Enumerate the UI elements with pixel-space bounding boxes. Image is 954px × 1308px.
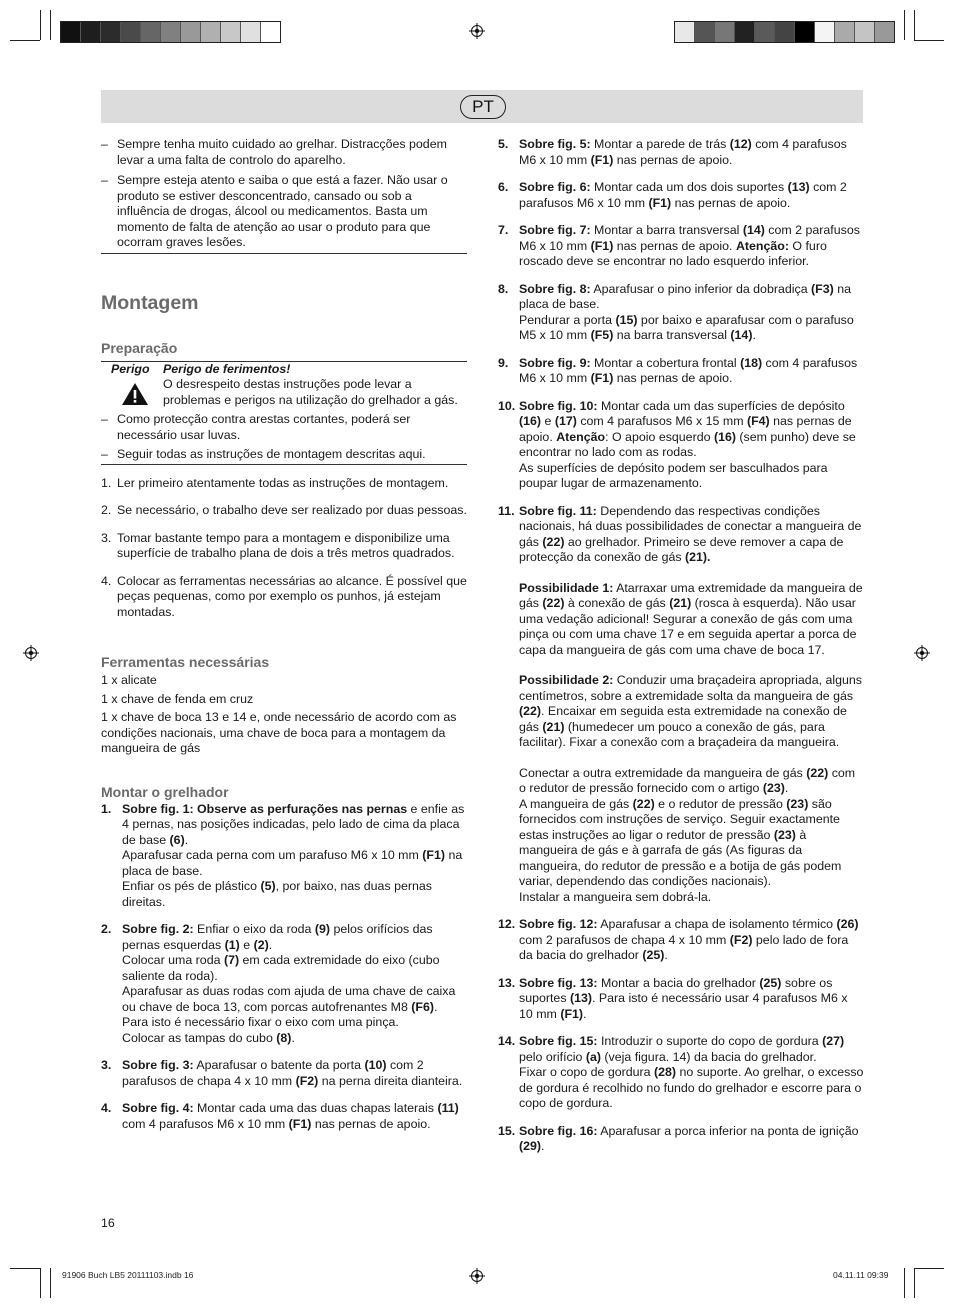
grayscale-calibration-bar — [60, 21, 281, 43]
list-item: 7. Sobre fig. 7: Montar a barra transversal (14) com 2 parafusos M6 x 10 mm (F1) nas pernas de apoio. Atenção: O furo roscado deve se encontrar no lado esquerdo inferior. — [498, 223, 860, 268]
list-item: 5. Sobre fig. 5: Montar a parede de trás (12) com 4 parafusos M6 x 10 mm (F1) nas pernas de apoio. — [498, 137, 847, 167]
footer-date: 04.11.11 09:39 — [833, 1270, 889, 1280]
crop-mark — [10, 1268, 40, 1269]
list-item: 11. Sobre fig. 11: Dependendo das respectivas condições nacionais, há duas possibilidades de conectar a mangueira de gás (22) ao grelhador. Primeiro se deve remover a capa de protecção da conexão de gás (21). Possibilidade 1: Atarraxar uma extremidade da mangueira de gás (22) à conexão de gás (21) (rosca à esquerda). Não usar uma vedação adicional! Segurar a conexão de gás com uma pinça ou com uma chave 17 e em seguida apertar a porca de capa da mangueira de gás com uma chave de boca 17. Possibilidade 2: Conduzir uma braçadeira apropriada, alguns centímetros, sobre a extremidade solta da mangueira de gás (22). Encaixar em seguida esta extremidade na conexão de gás (21) (humedecer um pouco a conexão de gás, para facilitar). Fixar a conexão com a braçadeira da mangueira. Conectar a outra extremidade da mangueira de gás (22) com o redutor de pressão fornecido com o artigo (23). A mangueira de gás (22) e o redutor de pressão (23) são fornecidos com instruções de serviço. Seguir exactamente estas instruções ao ligar o redutor de pressão (23) à mangueira de gás e à garrafa de gás (As figuras da mangueira, do redutor de pressão e a botija de gás podem variar, dependendo das condições nacionais). Instalar a mangueira sem dobrá-la. — [498, 503, 863, 904]
left-column — [101, 137, 467, 1132]
crop-mark — [914, 1268, 944, 1269]
grayscale-calibration-bar — [674, 21, 895, 43]
list-item: 10. Sobre fig. 10: Montar cada um das superfícies de depósito (16) e (17) com 4 parafusos M6 x 15 mm (F4) nas pernas de apoio. Atenção: O apoio esquerdo (16) (sem punho) deve se encontrar no lado com as rodas. As superfícies de depósito podem ser basculhados para poupar lugar de armazenamento. — [498, 398, 856, 490]
subsection-title-preparation: Preparação — [101, 339, 178, 356]
warning-title: Perigo de ferimentos! — [163, 361, 291, 376]
list-item: 1 x chave de boca 13 e 14 e, onde necessário de acordo com as condições nacionais, uma chave de boca para a montagem da mangueira de gás — [101, 710, 457, 755]
list-item: 6. Sobre fig. 6: Montar cada um dos dois suportes (13) com 2 parafusos M6 x 10 mm (F1) nas pernas de apoio. — [498, 180, 847, 210]
list-item: 1. Ler primeiro atentamente todas as instruções de montagem. — [101, 475, 449, 490]
list-item: 9. Sobre fig. 9: Montar a cobertura frontal (18) com 4 parafusos M6 x 10 mm (F1) nas pernas de apoio. — [498, 355, 858, 385]
crop-mark — [914, 1268, 915, 1298]
crop-mark — [914, 40, 944, 41]
list-item: – Seguir todas as instruções de montagem descritas aqui. — [101, 447, 467, 463]
footer-file-info: 91906 Buch LB5 20111103.indb 16 — [62, 1270, 194, 1280]
list-item: 1. Sobre fig. 1: Observe as perfurações nas pernas e enfie as 4 pernas, nas posições indicadas, pelo lado de cima da placa de base (6). Aparafusar cada perna com um parafuso M6 x 10 mm (F1) na placa de base. Enfiar os pés de plástico (5), por baixo, nas duas pernas direitas. — [101, 801, 465, 909]
crop-mark — [50, 10, 51, 40]
list-item: 3. Tomar bastante tempo para a montagem e disponibilize uma superfície de trabalho plana de dois a três metros quadrados. — [101, 530, 455, 560]
list-item: 15. Sobre fig. 16: Aparafusar a porca inferior na ponta de ignição (29). — [498, 1123, 859, 1153]
warning-label: Perigo — [111, 361, 150, 376]
list-item: 3. Sobre fig. 3: Aparafusar o batente da porta (10) com 2 parafusos de chapa 4 x 10 mm (F2) na perna direita dianteira. — [101, 1058, 463, 1088]
list-item: 12. Sobre fig. 12: Aparafusar a chapa de isolamento térmico (26) com 2 parafusos de chapa 4 x 10 mm (F2) pelo lado de fora da bacia do grelhador (25). — [498, 917, 859, 962]
list-item: 2. Sobre fig. 2: Enfiar o eixo da roda (9) pelos orifícios das pernas esquerdas (1) e (2). Colocar uma roda (7) em cada extremidade do eixo (cubo saliente da roda). Aparafusar as duas rodas com ajuda de uma chave de caixa ou chave de boca 13, com porcas autofrenantes M8 (F6). Para isto é necessário fixar o eixo com uma pinça. Colocar as tampas do cubo (8). — [101, 922, 456, 1045]
divider — [101, 464, 467, 465]
warning-box — [101, 362, 467, 409]
crop-mark — [40, 1268, 41, 1298]
registration-mark-icon — [23, 645, 39, 661]
list-item: – Como protecção contra arestas cortantes, poderá ser necessário usar luvas. — [101, 412, 467, 443]
list-item: 2. Se necessário, o trabalho deve ser realizado por duas pessoas. — [101, 503, 467, 517]
subsection-title-assembly: Montar o grelhador — [101, 783, 229, 800]
list-item: 4. Sobre fig. 4: Montar cada uma das duas chapas laterais (11) com 4 parafusos M6 x 10 mm (F1) nas pernas de apoio. — [101, 1101, 459, 1131]
language-badge: PT — [460, 95, 506, 119]
registration-mark-icon — [914, 645, 930, 661]
list-item: 4. Colocar as ferramentas necessárias ao alcance. É possível que peças pequenas, como por exemplo os punhos, já estejam montadas. — [101, 573, 467, 619]
list-item: 1 x chave de fenda em cruz — [101, 691, 254, 706]
subsection-title-tools: Ferramentas necessárias — [101, 654, 270, 670]
list-item: 13. Sobre fig. 13: Montar a bacia do grelhador (25) sobre os suportes (13). Para isto é necessário usar 4 parafusos M6 x 10 mm (F1). — [498, 975, 848, 1021]
registration-mark-icon — [469, 23, 485, 39]
crop-mark — [914, 10, 915, 40]
list-item: 14. Sobre fig. 15: Introduzir o suporte do copo de gordura (27) pelo orifício (a) (veja figura. 14) da bacia do grelhador. Fixar o copo de gordura (28) no suporte. Ao grelhar, o excesso de gordura é recolhido no fundo do grelhador e escorre para o copo de gordura. — [498, 1034, 864, 1110]
page-number: 16 — [101, 1216, 115, 1230]
list-item: – Sempre tenha muito cuidado ao grelhar. Distracções podem levar a uma falta de controlo do aparelho. — [101, 137, 467, 168]
crop-mark — [904, 1268, 905, 1298]
section-title: Montagem — [101, 291, 199, 314]
registration-mark-icon — [469, 1268, 485, 1284]
warning-text: O desrespeito destas instruções pode levar a problemas e perigos na utilização do grelhador a gás. — [163, 377, 458, 407]
crop-mark — [904, 10, 905, 40]
list-item: 8. Sobre fig. 8: Aparafusar o pino inferior da dobradiça (F3) na placa de base. Pendurar a porta (15) por baixo e aparafusar com o parafuso M5 x 10 mm (F5) na barra transversal (14). — [498, 281, 854, 342]
crop-mark — [50, 1268, 51, 1298]
crop-mark — [40, 10, 41, 40]
divider — [101, 253, 467, 254]
crop-mark — [10, 40, 40, 41]
list-item: 1 x alicate — [101, 673, 157, 687]
warning-triangle-icon — [121, 382, 149, 406]
right-column — [498, 137, 864, 1155]
list-item: – Sempre esteja atento e saiba o que está a fazer. Não usar o produto se estiver desconcentrado, cansado ou sob a influência de drogas, álcool ou medicamentos. Basta um momento de falta de atenção ao usar o produto para que ocorram graves lesões. — [101, 173, 467, 251]
